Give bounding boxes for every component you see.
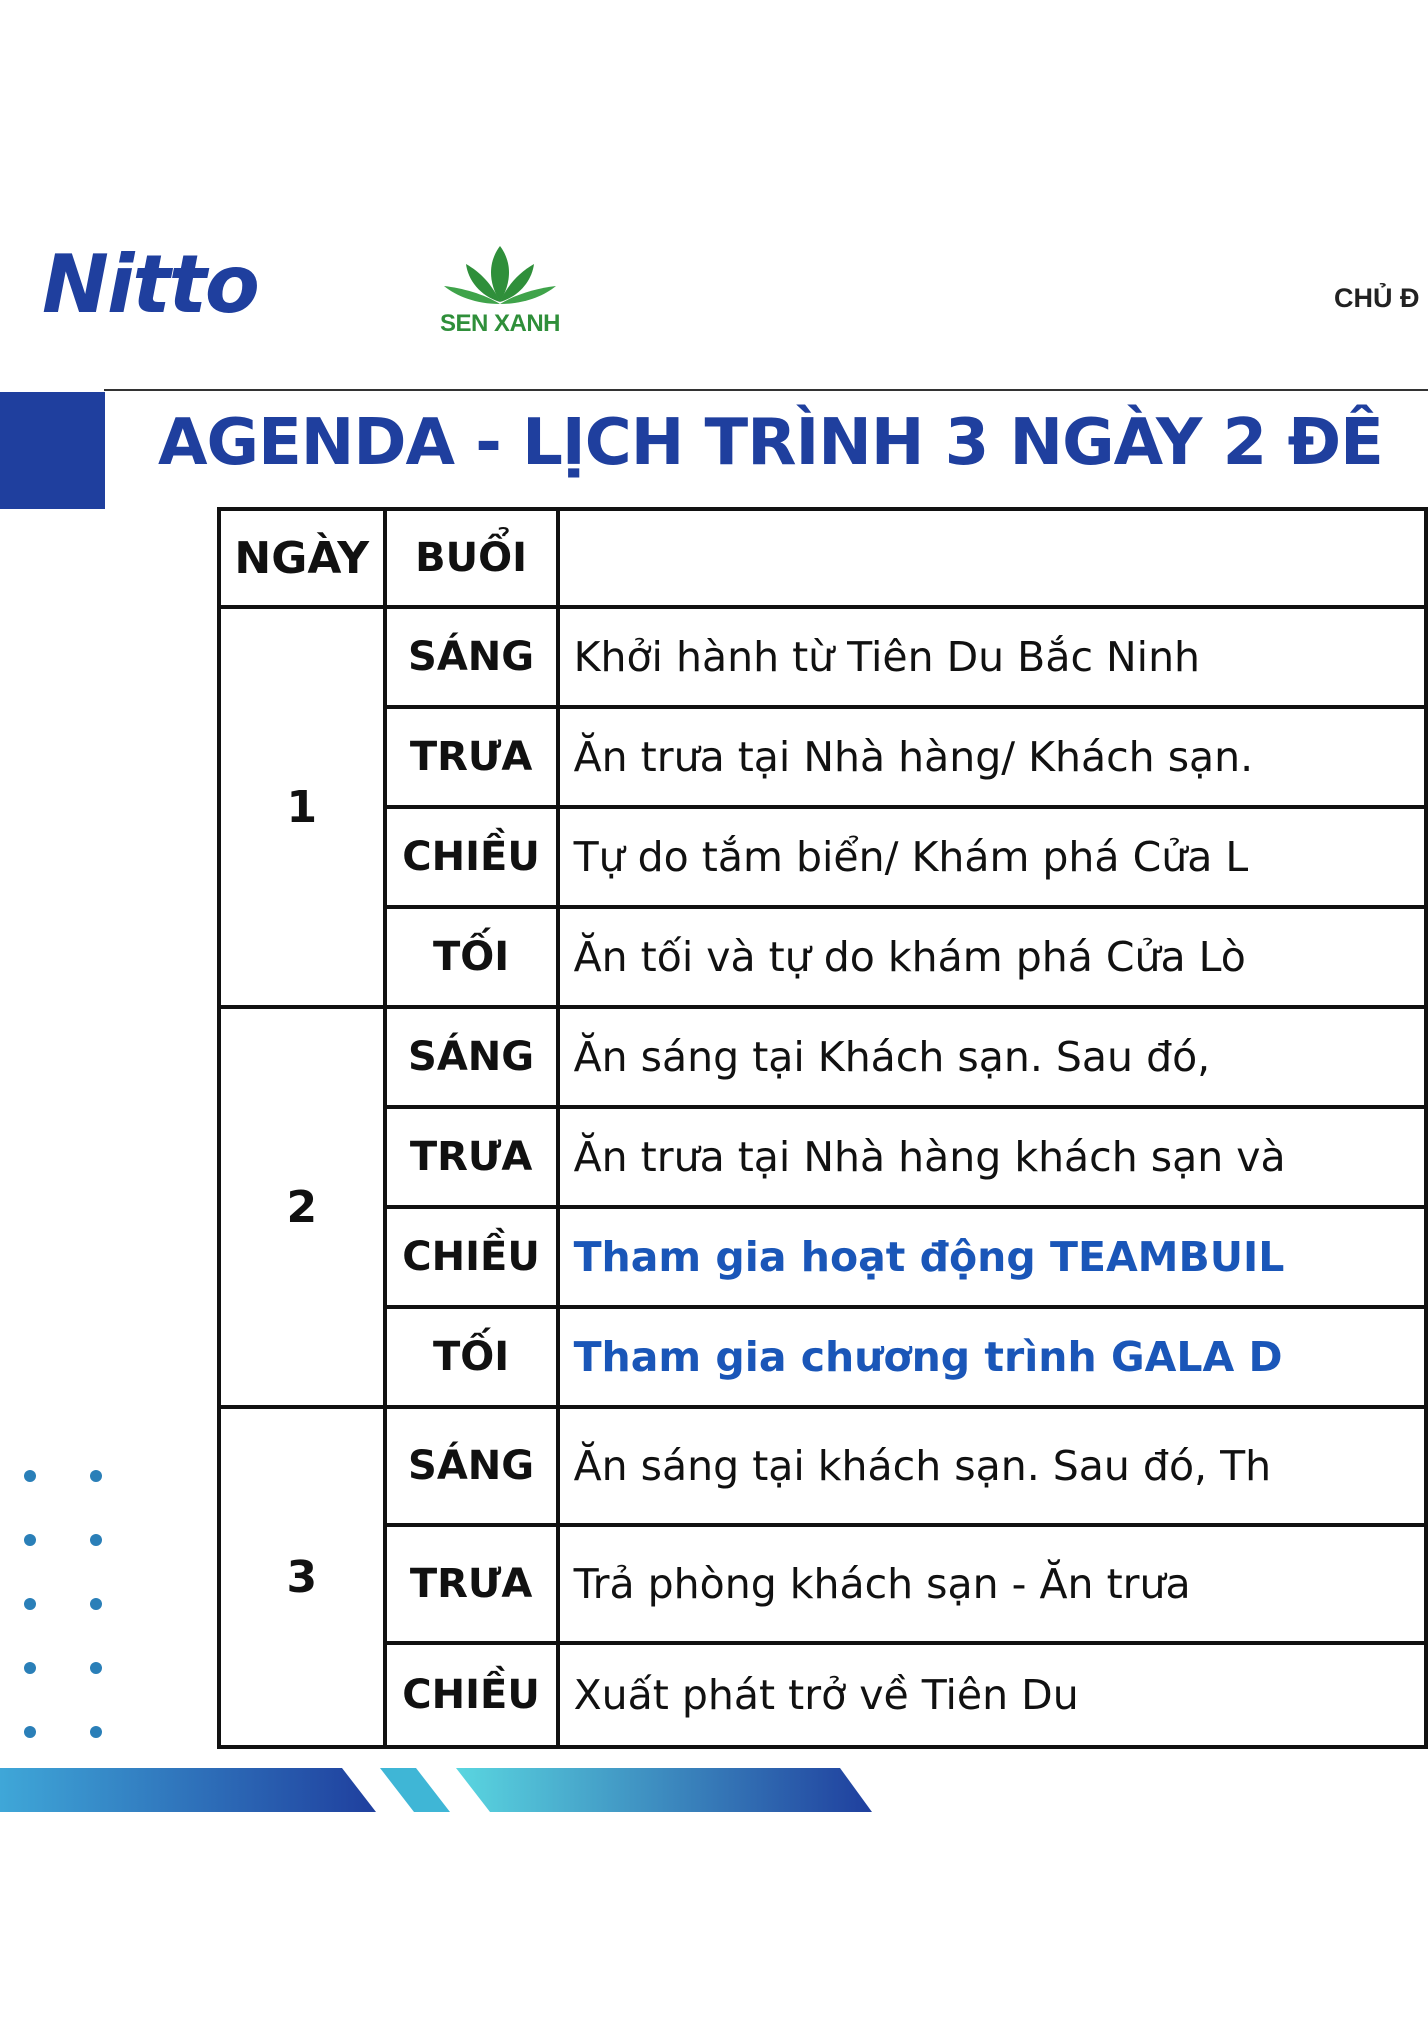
table-row [219, 1007, 1426, 1107]
session-cell: TỐI [385, 907, 558, 1007]
table-row [219, 807, 1426, 907]
table-row [219, 907, 1426, 1007]
decor-dot [24, 1470, 36, 1482]
decor-dot [90, 1470, 102, 1482]
session-cell: TRƯA [385, 707, 558, 807]
stripe-3 [456, 1768, 872, 1812]
table-row [219, 707, 1426, 807]
session-cell: TRƯA [385, 1107, 558, 1207]
header-row [219, 509, 1426, 607]
session-cell: SÁNG [385, 1407, 558, 1525]
day-number: 1 [219, 607, 385, 1007]
session-cell: CHIỀU [385, 1207, 558, 1307]
day-number: 3 [219, 1407, 385, 1747]
stripe-1 [0, 1768, 376, 1812]
table-row [219, 1107, 1426, 1207]
decor-dot [24, 1598, 36, 1610]
header-activity [558, 509, 1426, 607]
header-day: NGÀY [219, 509, 385, 607]
title-accent-block [0, 392, 105, 509]
table-row [219, 1307, 1426, 1407]
session-cell: TỐI [385, 1307, 558, 1407]
activity-cell: Ăn tối và tự do khám phá Cửa Lò [558, 907, 1426, 1007]
activity-cell: Tham gia chương trình GALA D [558, 1307, 1426, 1407]
sen-xanh-text: SEN XANH [439, 310, 561, 337]
table-row [219, 1643, 1426, 1747]
decor-dot [90, 1662, 102, 1674]
activity-cell: Xuất phát trở về Tiên Du [558, 1643, 1426, 1747]
header-divider [104, 389, 1428, 391]
table-row [219, 1207, 1426, 1307]
activity-cell: Ăn sáng tại Khách sạn. Sau đó, [558, 1007, 1426, 1107]
header-session: BUỔI [385, 509, 558, 607]
page-title: AGENDA - LỊCH TRÌNH 3 NGÀY 2 ĐÊ [158, 406, 1383, 480]
activity-cell: Ăn trưa tại Nhà hàng/ Khách sạn. [558, 707, 1426, 807]
activity-cell: Tự do tắm biển/ Khám phá Cửa L [558, 807, 1426, 907]
session-cell: SÁNG [385, 607, 558, 707]
decor-dot [90, 1726, 102, 1738]
day-number: 2 [219, 1007, 385, 1407]
activity-cell: Tham gia hoạt động TEAMBUIL [558, 1207, 1426, 1307]
table-row [219, 1525, 1426, 1643]
activity-cell: Ăn sáng tại khách sạn. Sau đó, Th [558, 1407, 1426, 1525]
lotus-icon [440, 238, 560, 318]
decor-dot [90, 1598, 102, 1610]
table-row [219, 1407, 1426, 1525]
decor-dot [24, 1534, 36, 1546]
decor-dot [24, 1662, 36, 1674]
activity-cell: Ăn trưa tại Nhà hàng khách sạn và [558, 1107, 1426, 1207]
activity-cell: Trả phòng khách sạn - Ăn trưa [558, 1525, 1426, 1643]
footer-stripes [0, 1768, 880, 1812]
session-cell: CHIỀU [385, 1643, 558, 1747]
header-subject-text: CHỦ Đ [1334, 283, 1420, 313]
sen-xanh-logo [430, 238, 570, 348]
activity-cell: Khởi hành từ Tiên Du Bắc Ninh [558, 607, 1426, 707]
session-cell: CHIỀU [385, 807, 558, 907]
agenda-table [217, 507, 1428, 1749]
nitto-logo: Nitto [42, 238, 258, 331]
decor-dot [90, 1534, 102, 1546]
session-cell: TRƯA [385, 1525, 558, 1643]
session-cell: SÁNG [385, 1007, 558, 1107]
stripe-2 [380, 1768, 450, 1812]
table-row [219, 607, 1426, 707]
decor-dot [24, 1726, 36, 1738]
